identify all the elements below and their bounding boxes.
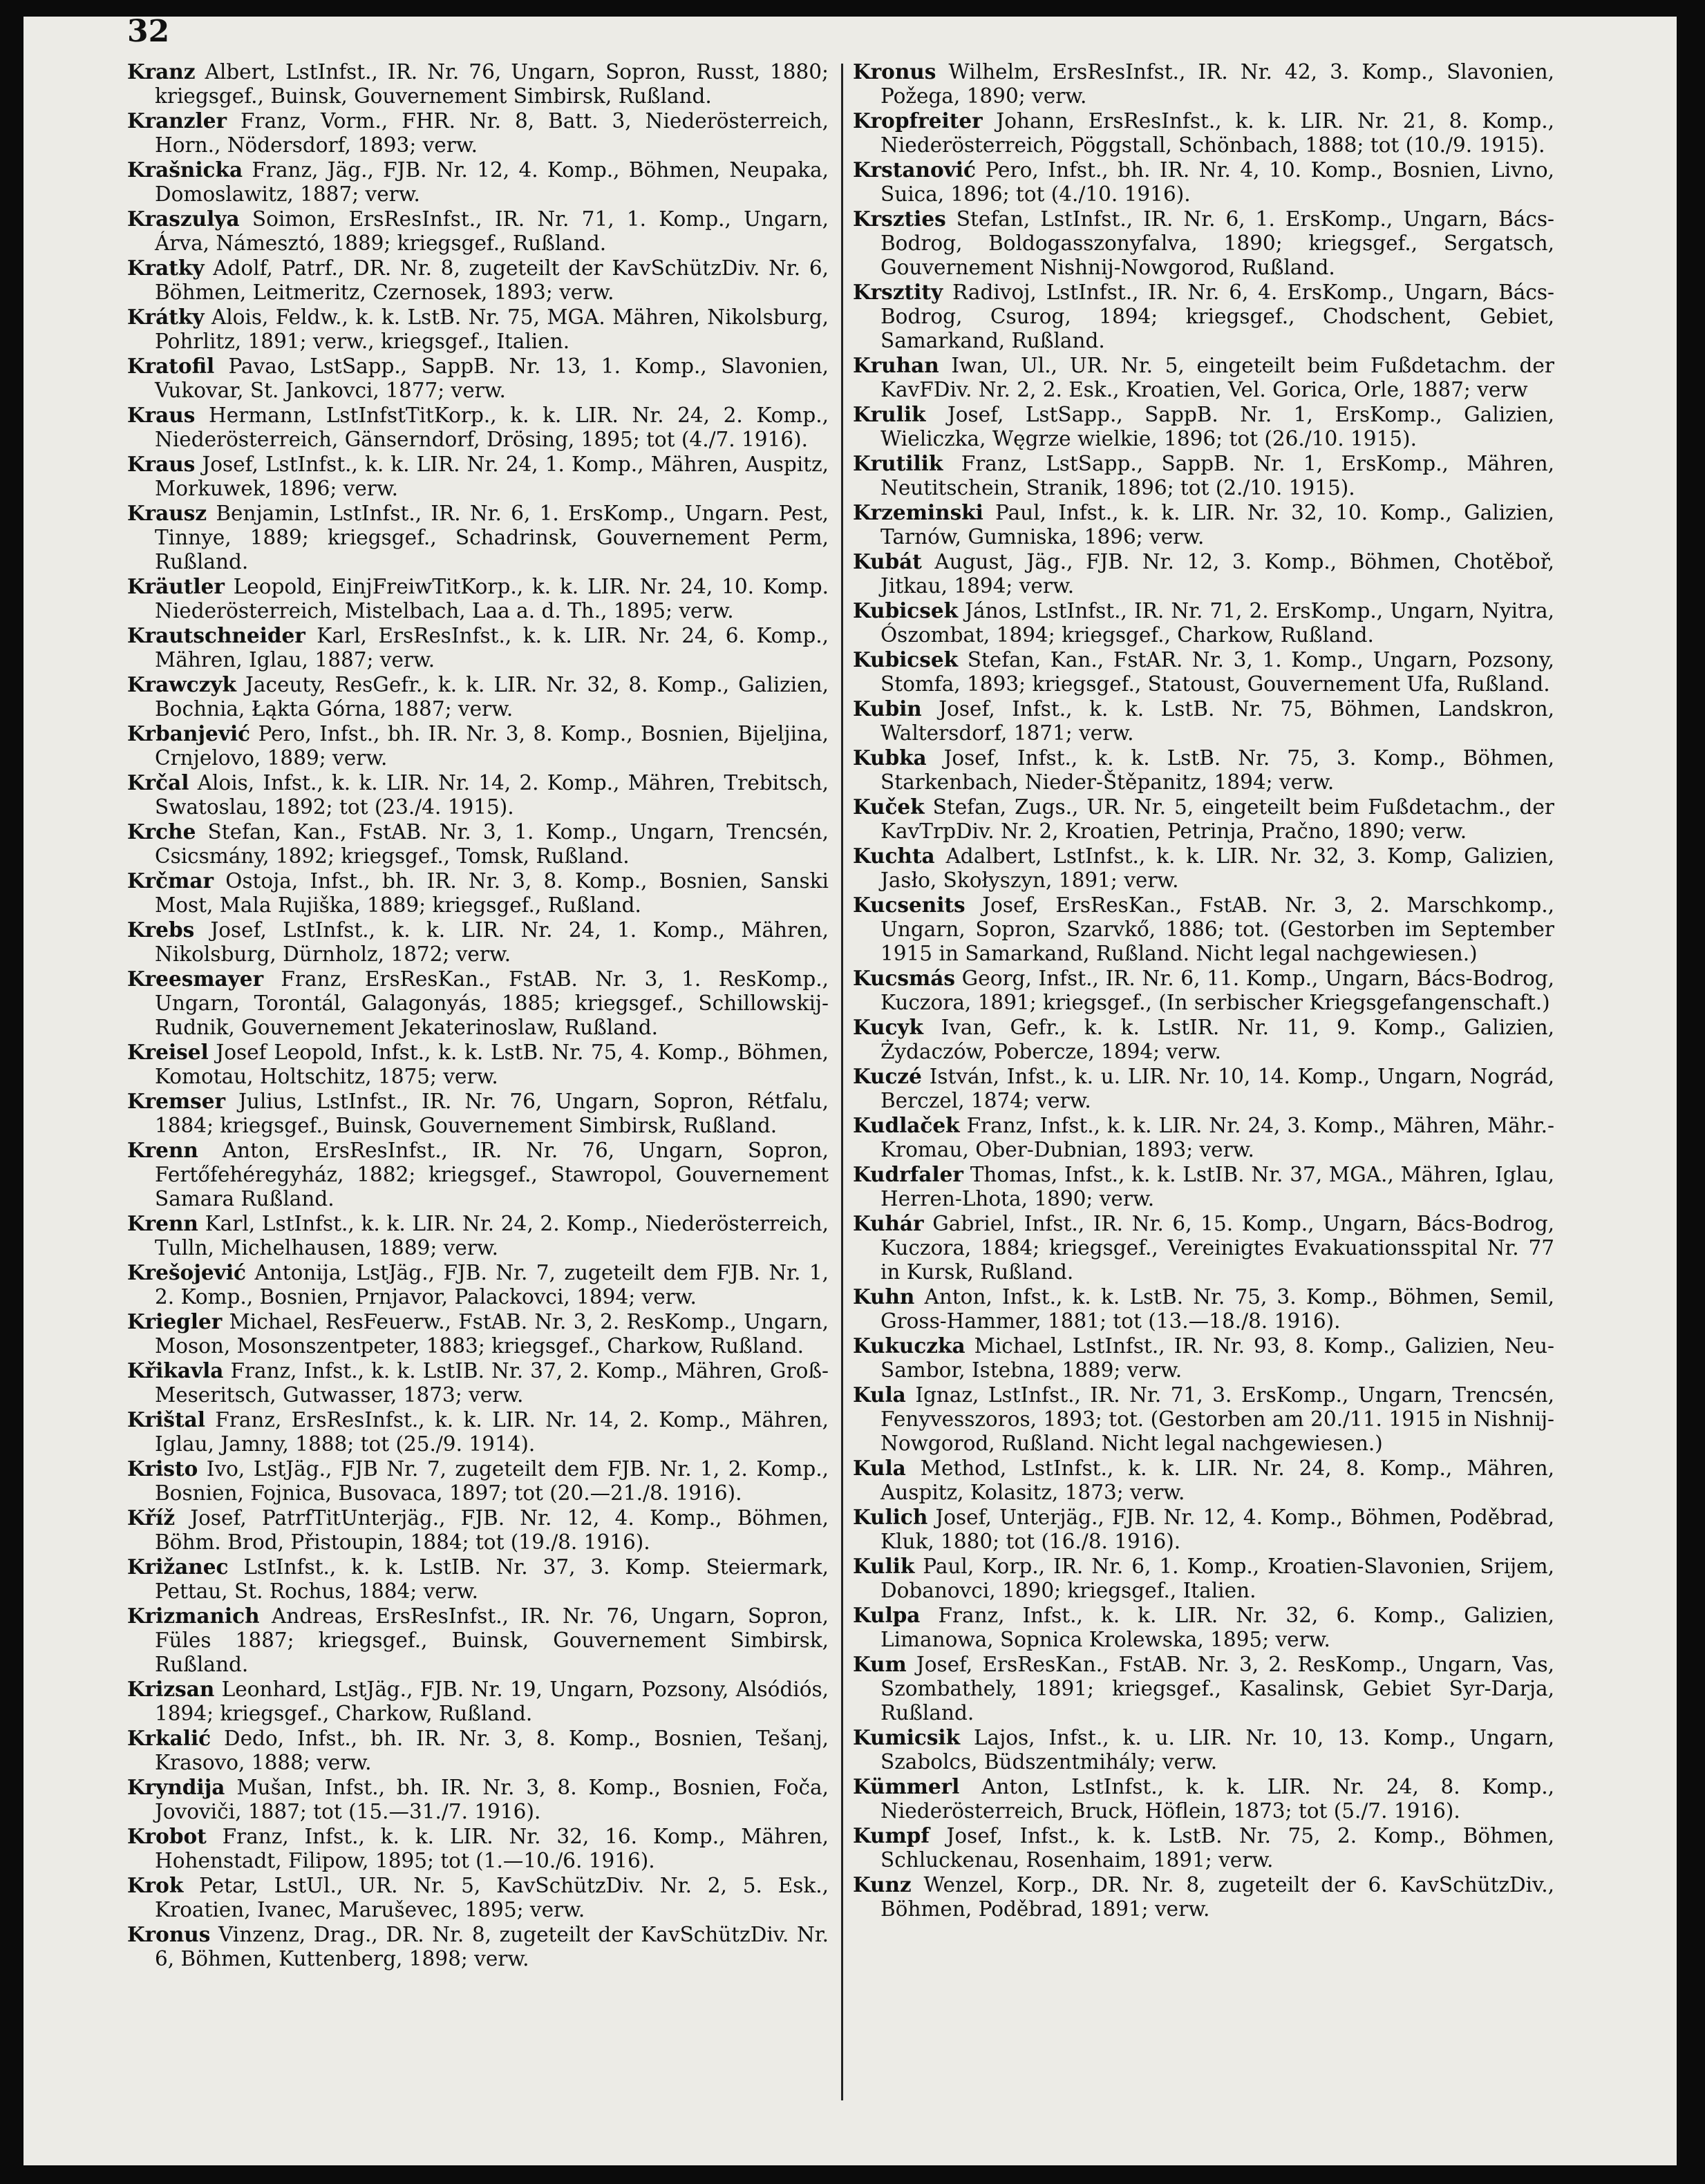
register-entry <box>853 746 1554 795</box>
entry-details: Vinzenz, Drag., DR. Nr. 8, zugeteilt der KavSchützDiv. Nr. 6, Böhmen, Kuttenberg, 1898; verw. <box>155 1923 829 1971</box>
entry-details: Adalbert, LstInfst., k. k. LIR. Nr. 32, 3. Komp, Galizien, Jasło, Skołyszyn, 1891; verw. <box>880 844 1554 892</box>
register-entry <box>127 305 829 354</box>
register-entry <box>853 795 1554 844</box>
register-entry <box>853 1383 1554 1456</box>
register-entry <box>853 598 1554 647</box>
entry-details: Alois, Infst., k. k. LIR. Nr. 14, 2. Komp., Mähren, Trebitsch, Swatoslau, 1892; tot (23./4. 1915). <box>155 771 829 819</box>
register-entry <box>853 696 1554 746</box>
register-entry <box>127 1775 829 1824</box>
entry-surname: Kunz <box>853 1872 912 1897</box>
entry-surname: Kum <box>853 1652 907 1676</box>
register-entry <box>853 1015 1554 1064</box>
entry-details: Ivan, Gefr., k. k. LstIR. Nr. 11, 9. Komp., Galizien, Żydaczów, Pobercze, 1894; verw. <box>880 1016 1554 1063</box>
entry-surname: Krenn <box>127 1138 198 1162</box>
entry-details: Josef, Infst., k. k. LstB. Nr. 75, Böhmen, Landskron, Waltersdorf, 1871; verw. <box>880 697 1554 745</box>
entry-details: Hermann, LstInfstTitKorp., k. k. LIR. Nr. 24, 2. Komp., Niederösterreich, Gänserndorf, Drösing, 1895; tot (4./7. 1916). <box>155 403 829 451</box>
register-entry <box>127 672 829 721</box>
entry-details: Pero, Infst., bh. IR. Nr. 4, 10. Komp., Bosnien, Livno, Suica, 1896; tot (4./10. 1916). <box>880 158 1554 206</box>
entry-details: Johann, ErsResInfst., k. k. LIR. Nr. 21, 8. Komp., Niederösterreich, Pöggstall, Schönbach, 1888; tot (10./9. 1915). <box>880 109 1554 157</box>
register-entry <box>127 1824 829 1873</box>
register-entry <box>853 1456 1554 1505</box>
entry-details: Dedo, Infst., bh. IR. Nr. 3, 8. Komp., Bosnien, Tešanj, Krasovo, 1888; verw. <box>155 1727 829 1774</box>
entry-surname: Kropfreiter <box>853 108 983 133</box>
entry-details: LstInfst., k. k. LstIB. Nr. 37, 3. Komp. Steiermark, Pettau, St. Rochus, 1884; verw. <box>155 1555 829 1603</box>
entry-surname: Kuhn <box>853 1284 915 1309</box>
entry-surname: Krištal <box>127 1407 205 1432</box>
entry-surname: Kümmerl <box>853 1774 960 1798</box>
entry-details: Stefan, LstInfst., IR. Nr. 6, 1. ErsKomp., Ungarn, Bács-Bodrog, Boldogasszonyfalva, 1890; kriegsgef., Sergatsch, Gouvernement Nishnij-Nowgorod, Rußland. <box>880 207 1554 279</box>
entry-surname: Kuczé <box>853 1064 922 1088</box>
entry-details: Anton, LstInfst., k. k. LIR. Nr. 24, 8. Komp., Niederösterreich, Bruck, Höflein, 1873; tot (5./7. 1916). <box>880 1775 1554 1823</box>
entry-surname: Krsztity <box>853 280 943 304</box>
entry-surname: Krebs <box>127 918 195 942</box>
entry-details: Lajos, Infst., k. u. LIR. Nr. 10, 13. Komp., Ungarn, Szabolcs, Büdszentmihály; verw. <box>880 1726 1554 1774</box>
register-entry <box>127 1089 829 1138</box>
entry-surname: Krčal <box>127 770 189 795</box>
entry-details: Mušan, Infst., bh. IR. Nr. 3, 8. Komp., Bosnien, Foča, Jovoviči, 1887; tot (15.—31./7. 1916). <box>155 1776 829 1823</box>
register-entry <box>127 868 829 918</box>
register-entry <box>853 500 1554 549</box>
register-entry <box>853 1211 1554 1284</box>
register-entry <box>127 1040 829 1089</box>
left-column <box>127 59 829 1971</box>
entry-details: Jaceuty, ResGefr., k. k. LIR. Nr. 32, 8. Komp., Galizien, Bochnia, Łąkta Górna, 1887; verw. <box>155 673 829 721</box>
entry-details: Franz, ErsResInfst., k. k. LIR. Nr. 14, 2. Komp., Mähren, Iglau, Jamny, 1888; tot (25./9. 1914). <box>155 1408 829 1456</box>
register-entry <box>127 967 829 1040</box>
entry-details: Josef, Infst., k. k. LstB. Nr. 75, 2. Komp., Böhmen, Schluckenau, Rosenhaim, 1891; verw. <box>880 1824 1554 1872</box>
register-entry <box>853 353 1554 402</box>
entry-surname: Kubka <box>853 746 927 770</box>
entry-details: Franz, Infst., k. k. LIR. Nr. 32, 6. Komp., Galizien, Limanowa, Sopnica Krolewska, 1895; verw. <box>880 1604 1554 1651</box>
register-entry <box>853 1284 1554 1333</box>
register-entry <box>853 1725 1554 1774</box>
entry-surname: Krausz <box>127 501 207 525</box>
scanned-page <box>23 17 1677 2165</box>
register-entry <box>853 966 1554 1015</box>
entry-details: Josef, Infst., k. k. LstB. Nr. 75, 3. Komp., Böhmen, Starkenbach, Nieder-Štěpanitz, 1894; verw. <box>880 746 1554 794</box>
entry-details: Gabriel, Infst., IR. Nr. 6, 15. Komp., Ungarn, Bács-Bodrog, Kuczora, 1884; kriegsgef., Vereinigtes Evakuationsspital Nr. 77 in Kursk, Rußland. <box>880 1212 1554 1284</box>
register-entry <box>853 1554 1554 1603</box>
entry-details: Josef, ErsResKan., FstAB. Nr. 3, 2. ResKomp., Ungarn, Vas, Szombathely, 1891; kriegsgef., Kasalinsk, Gebiet Syr-Darja, Rußland. <box>880 1653 1554 1725</box>
entry-surname: Křikavla <box>127 1358 224 1383</box>
register-entry <box>127 1211 829 1260</box>
entry-details: Michael, LstInfst., IR. Nr. 93, 8. Komp., Galizien, Neu-Sambor, Istebna, 1889; verw. <box>880 1334 1554 1382</box>
register-entry <box>853 1113 1554 1162</box>
entry-details: Iwan, Ul., UR. Nr. 5, eingeteilt beim Fußdetachm. der KavFDiv. Nr. 2, 2. Esk., Kroatien, Vel. Gorica, Orle, 1887; verw <box>880 354 1554 401</box>
entry-surname: Kuček <box>853 795 925 819</box>
entry-details: Karl, LstInfst., k. k. LIR. Nr. 24, 2. Komp., Niederösterreich, Tulln, Michelhausen, 1889; verw. <box>155 1212 829 1260</box>
register-entry <box>127 452 829 501</box>
entry-surname: Krbanjević <box>127 721 251 746</box>
register-entry <box>853 1823 1554 1872</box>
entry-surname: Kreesmayer <box>127 967 264 991</box>
entry-details: Ignaz, LstInfst., IR. Nr. 71, 3. ErsKomp., Ungarn, Trencsén, Fenyvesszoros, 1893; tot. (Gestorben am 20./11. 1915 in Nishnij-Nowgorod, Rußland. Nicht legal nachgewiesen.) <box>880 1383 1554 1455</box>
entry-surname: Kubicsek <box>853 647 959 672</box>
register-entry <box>127 721 829 770</box>
entry-surname: Kriegler <box>127 1309 223 1333</box>
page-number: 32 <box>127 17 170 49</box>
entry-details: Franz, Vorm., FHR. Nr. 8, Batt. 3, Niederösterreich, Horn., Nödersdorf, 1893; verw. <box>155 109 829 157</box>
register-entry <box>127 770 829 819</box>
entry-details: Julius, LstInfst., IR. Nr. 76, Ungarn, Sopron, Rétfalu, 1884; kriegsgef., Buinsk, Gouvernement Simbirsk, Rußland. <box>155 1090 829 1137</box>
entry-surname: Krčmar <box>127 868 214 893</box>
entry-surname: Kuchta <box>853 844 935 868</box>
entry-details: Wilhelm, ErsResInfst., IR. Nr. 42, 3. Komp., Slavonien, Požega, 1890; verw. <box>880 60 1554 108</box>
register-entry <box>127 1873 829 1922</box>
entry-surname: Kříž <box>127 1506 176 1530</box>
entry-details: Josef, PatrfTitUnterjäg., FJB. Nr. 12, 4. Komp., Böhmen, Böhm. Brod, Přistoupin, 1884; tot (19./8. 1916). <box>155 1506 829 1554</box>
register-entry <box>853 402 1554 451</box>
entry-surname: Krizmanich <box>127 1604 260 1628</box>
entry-surname: Krche <box>127 819 196 844</box>
register-entry <box>127 819 829 868</box>
entry-surname: Kucyk <box>853 1015 923 1039</box>
entry-details: Franz, ErsResKan., FstAB. Nr. 3, 1. ResKomp., Ungarn, Torontál, Galagonyás, 1885; kriegsgef., Schillowskij-Rudnik, Gouvernement Jekaterinoslaw, Rußland. <box>155 967 829 1039</box>
entry-surname: Kucsenits <box>853 893 965 917</box>
register-entry <box>127 1260 829 1309</box>
column-divider <box>841 64 843 2100</box>
entry-details: Josef Leopold, Infst., k. k. LstB. Nr. 75, 4. Komp., Böhmen, Komotau, Holtschitz, 1875; verw. <box>155 1041 829 1088</box>
entry-surname: Krok <box>127 1873 184 1897</box>
register-entry <box>853 549 1554 598</box>
register-entry <box>127 1138 829 1211</box>
entry-surname: Kremser <box>127 1089 226 1113</box>
entry-surname: Kreisel <box>127 1040 209 1064</box>
register-entry <box>853 647 1554 696</box>
register-entry <box>127 1407 829 1456</box>
entry-details: Radivoj, LstInfst., IR. Nr. 6, 4. ErsKomp., Ungarn, Bács-Bodrog, Csurog, 1894; kriegsgef., Chodschent, Gebiet, Samarkand, Rußland. <box>880 281 1554 352</box>
entry-surname: Križanec <box>127 1555 229 1579</box>
entry-surname: Kruhan <box>853 353 939 377</box>
entry-surname: Kraus <box>127 403 196 427</box>
register-entry <box>853 1774 1554 1823</box>
entry-details: Franz, LstSapp., SappB. Nr. 1, ErsKomp., Mähren, Neutitschein, Stranik, 1896; tot (2./10. 1915). <box>880 452 1554 500</box>
entry-details: Leonhard, LstJäg., FJB. Nr. 19, Ungarn, Pozsony, Alsódiós, 1894; kriegsgef., Charkow, Rußland. <box>155 1678 829 1725</box>
entry-surname: Krkalić <box>127 1726 211 1750</box>
register-entry <box>853 1162 1554 1211</box>
entry-surname: Kranzler <box>127 108 227 133</box>
register-entry <box>127 1456 829 1506</box>
entry-surname: Kronus <box>853 59 936 84</box>
entry-surname: Krautschneider <box>127 623 305 647</box>
entry-surname: Kraus <box>127 452 196 476</box>
entry-surname: Krzeminski <box>853 500 983 524</box>
register-entry <box>127 403 829 452</box>
entry-details: Adolf, Patrf., DR. Nr. 8, zugeteilt der KavSchützDiv. Nr. 6, Böhmen, Leitmeritz, Czernosek, 1893; verw. <box>155 256 829 304</box>
entry-surname: Krawczyk <box>127 672 236 696</box>
register-entry <box>127 623 829 672</box>
entry-surname: Krobot <box>127 1824 207 1848</box>
entry-surname: Kula <box>853 1456 906 1480</box>
entry-details: Josef, LstInfst., k. k. LIR. Nr. 24, 1. Komp., Mähren, Auspitz, Morkuwek, 1896; verw. <box>155 453 829 500</box>
entry-details: Andreas, ErsResInfst., IR. Nr. 76, Ungarn, Sopron, Füles 1887; kriegsgef., Buinsk, Gouvernement Simbirsk, Rußland. <box>155 1604 829 1676</box>
entry-surname: Krátky <box>127 305 205 329</box>
entry-details: Georg, Infst., IR. Nr. 6, 11. Komp., Ungarn, Bács-Bodrog, Kuczora, 1891; kriegsgef., (In serbischer Kriegsgefangenschaft.) <box>880 967 1554 1014</box>
register-entry <box>127 1555 829 1604</box>
entry-details: Pero, Infst., bh. IR. Nr. 3, 8. Komp., Bosnien, Bijeljina, Crnjelovo, 1889; verw. <box>155 722 829 770</box>
entry-details: August, Jäg., FJB. Nr. 12, 3. Komp., Böhmen, Chotěboř, Jitkau, 1894; verw. <box>880 550 1554 598</box>
register-entry <box>127 158 829 207</box>
entry-surname: Kubicsek <box>853 598 959 623</box>
entry-surname: Kucsmás <box>853 966 955 990</box>
entry-details: Josef, ErsResKan., FstAB. Nr. 3, 2. Marschkomp., Ungarn, Sopron, Szarvkő, 1886; tot. (Gestorben im September 1915 in Samarkand, Rußland. Nicht legal nachgewiesen.) <box>880 893 1554 965</box>
register-entry <box>127 207 829 256</box>
register-entry <box>853 1505 1554 1554</box>
register-entry <box>127 59 829 108</box>
register-entry <box>853 59 1554 108</box>
register-entry <box>853 280 1554 353</box>
entry-surname: Kratky <box>127 256 205 280</box>
register-entry <box>127 1604 829 1677</box>
entry-surname: Kuhár <box>853 1211 924 1235</box>
entry-surname: Kräutler <box>127 574 225 598</box>
entry-details: Stefan, Zugs., UR. Nr. 5, eingeteilt beim Fußdetachm., der KavTrpDiv. Nr. 2, Kroatien, Petrinja, Pračno, 1890; verw. <box>880 795 1554 843</box>
entry-surname: Kula <box>853 1383 906 1407</box>
entry-details: Josef, LstInfst., k. k. LIR. Nr. 24, 1. Komp., Mähren, Nikolsburg, Dürnholz, 1872; verw. <box>155 918 829 966</box>
entry-surname: Kulik <box>853 1554 915 1578</box>
entry-surname: Kubin <box>853 696 922 721</box>
entry-surname: Krutilik <box>853 451 943 475</box>
entry-details: Method, LstInfst., k. k. LIR. Nr. 24, 8. Komp., Mähren, Auspitz, Kolasitz, 1873; verw. <box>880 1456 1554 1504</box>
entry-details: Franz, Infst., k. k. LIR. Nr. 24, 3. Komp., Mähren, Mähr.-Kromau, Ober-Dubnian, 1893; verw. <box>880 1114 1554 1161</box>
entry-details: Anton, ErsResInfst., IR. Nr. 76, Ungarn, Sopron, Fertőfehéregyház, 1882; kriegsgef., Stawropol, Gouvernement Samara Rußland. <box>155 1139 829 1210</box>
register-entry <box>853 1333 1554 1383</box>
entry-surname: Kubát <box>853 549 922 573</box>
entry-details: Soimon, ErsResInfst., IR. Nr. 71, 1. Komp., Ungarn, Árva, Námesztó, 1889; kriegsgef., Rußland. <box>155 207 829 255</box>
register-entry <box>853 1064 1554 1113</box>
entry-details: Karl, ErsResInfst., k. k. LIR. Nr. 24, 6. Komp., Mähren, Iglau, 1887; verw. <box>155 624 829 672</box>
entry-details: Benjamin, LstInfst., IR. Nr. 6, 1. ErsKomp., Ungarn. Pest, Tinnye, 1889; kriegsgef., Schadrinsk, Gouvernement Perm, Rußland. <box>155 502 829 573</box>
entry-details: Franz, Infst., k. k. LstIB. Nr. 37, 2. Komp., Mähren, Groß-Meseritsch, Gutwasser, 1873; verw. <box>155 1359 829 1407</box>
register-entry <box>127 574 829 623</box>
entry-surname: Kumicsik <box>853 1725 961 1749</box>
entry-surname: Krizsan <box>127 1677 215 1701</box>
register-entry <box>127 1309 829 1358</box>
register-entry <box>127 1922 829 1971</box>
entry-details: Paul, Infst., k. k. LIR. Nr. 32, 10. Komp., Galizien, Tarnów, Gumniska, 1896; verw. <box>880 501 1554 549</box>
register-entry <box>853 1652 1554 1725</box>
entry-details: Paul, Korp., IR. Nr. 6, 1. Komp., Kroatien-Slavonien, Srijem, Dobanovci, 1890; kriegsgef., Italien. <box>880 1555 1554 1602</box>
entry-surname: Kristo <box>127 1456 198 1481</box>
register-entry <box>853 1603 1554 1652</box>
entry-surname: Krešojević <box>127 1260 246 1284</box>
entry-details: Stefan, Kan., FstAR. Nr. 3, 1. Komp., Ungarn, Pozsony, Stomfa, 1893; kriegsgef., Statoust, Gouvernement Ufa, Rußland. <box>880 648 1554 696</box>
entry-details: Josef, Unterjäg., FJB. Nr. 12, 4. Komp., Böhmen, Poděbrad, Kluk, 1880; tot (16./8. 1916). <box>880 1506 1554 1553</box>
register-entry <box>853 451 1554 500</box>
entry-details: Antonija, LstJäg., FJB. Nr. 7, zugeteilt dem FJB. Nr. 1, 2. Komp., Bosnien, Prnjavor, Palackovci, 1894; verw. <box>155 1261 829 1309</box>
entry-surname: Kulich <box>853 1505 928 1529</box>
entry-details: Wenzel, Korp., DR. Nr. 8, zugeteilt der 6. KavSchützDiv., Böhmen, Poděbrad, 1891; verw. <box>880 1873 1554 1921</box>
entry-surname: Kranz <box>127 59 196 84</box>
entry-details: Anton, Infst., k. k. LstB. Nr. 75, 3. Komp., Böhmen, Semil, Gross-Hammer, 1881; tot (13.—18./8. 1916). <box>880 1285 1554 1333</box>
entry-surname: Kryndija <box>127 1775 225 1799</box>
entry-details: Alois, Feldw., k. k. LstB. Nr. 75, MGA. Mähren, Nikolsburg, Pohrlitz, 1891; verw., kriegsgef., Italien. <box>155 305 829 353</box>
entry-surname: Kronus <box>127 1922 211 1946</box>
register-entry <box>127 918 829 967</box>
entry-surname: Kudrfaler <box>853 1162 963 1186</box>
register-entry <box>853 207 1554 280</box>
entry-surname: Krenn <box>127 1211 198 1235</box>
register-entry <box>127 256 829 305</box>
entry-details: István, Infst., k. u. LIR. Nr. 10, 14. Komp., Ungarn, Nográd, Berczel, 1874; verw. <box>880 1065 1554 1112</box>
entry-details: Leopold, EinjFreiwTitKorp., k. k. LIR. Nr. 24, 10. Komp. Niederösterreich, Mistelbach, Laa a. d. Th., 1895; verw. <box>155 575 829 623</box>
register-entry <box>853 108 1554 158</box>
register-entry <box>853 1872 1554 1921</box>
register-entry <box>127 1506 829 1555</box>
register-entry <box>853 158 1554 207</box>
entry-details: Albert, LstInfst., IR. Nr. 76, Ungarn, Sopron, Russt, 1880; kriegsgef., Buinsk, Gouvernement Simbirsk, Rußland. <box>155 60 829 108</box>
entry-surname: Kumpf <box>853 1823 930 1848</box>
register-entry <box>127 354 829 403</box>
entry-details: Stefan, Kan., FstAB. Nr. 3, 1. Komp., Ungarn, Trencsén, Csicsmány, 1892; kriegsgef., Tomsk, Rußland. <box>155 820 829 868</box>
entry-surname: Kulpa <box>853 1603 921 1627</box>
register-entry <box>127 108 829 158</box>
entry-details: Franz, Jäg., FJB. Nr. 12, 4. Komp., Böhmen, Neupaka, Domoslawitz, 1887; verw. <box>155 158 829 206</box>
entry-details: Pavao, LstSapp., SappB. Nr. 13, 1. Komp., Slavonien, Vukovar, St. Jankovci, 1877; verw. <box>155 354 829 402</box>
entry-details: Petar, LstUl., UR. Nr. 5, KavSchützDiv. Nr. 2, 5. Esk., Kroatien, Ivanec, Maruševec, 1895; verw. <box>155 1874 829 1921</box>
entry-surname: Krstanović <box>853 158 976 182</box>
entry-surname: Kraszulya <box>127 207 240 231</box>
register-entry <box>853 844 1554 893</box>
right-column <box>853 59 1554 1921</box>
register-entry <box>127 1726 829 1775</box>
register-entry <box>127 501 829 574</box>
register-entry <box>127 1358 829 1407</box>
register-entry <box>853 893 1554 966</box>
register-entry <box>127 1677 829 1726</box>
entry-details: Thomas, Infst., k. k. LstIB. Nr. 37, MGA., Mähren, Iglau, Herren-Lhota, 1890; verw. <box>880 1163 1554 1210</box>
entry-surname: Kukuczka <box>853 1333 965 1358</box>
entry-surname: Krulik <box>853 402 926 426</box>
entry-details: Franz, Infst., k. k. LIR. Nr. 32, 16. Komp., Mähren, Hohenstadt, Filipow, 1895; tot (1.—10./6. 1916). <box>155 1825 829 1872</box>
entry-details: Michael, ResFeuerw., FstAB. Nr. 3, 2. ResKomp., Ungarn, Moson, Mosonszentpeter, 1883; kriegsgef., Charkow, Rußland. <box>155 1310 829 1358</box>
entry-surname: Krašnicka <box>127 158 243 182</box>
entry-surname: Kratofil <box>127 354 215 378</box>
entry-details: János, LstInfst., IR. Nr. 71, 2. ErsKomp., Ungarn, Nyitra, Ószombat, 1894; kriegsgef., Charkow, Rußland. <box>880 599 1554 647</box>
entry-details: Josef, LstSapp., SappB. Nr. 1, ErsKomp., Galizien, Wieliczka, Węgrze wielkie, 1896; tot (26./10. 1915). <box>880 403 1554 450</box>
entry-details: Ostoja, Infst., bh. IR. Nr. 3, 8. Komp., Bosnien, Sanski Most, Mala Rujiška, 1889; kriegsgef., Rußland. <box>155 869 829 917</box>
entry-surname: Kudlaček <box>853 1113 960 1137</box>
entry-surname: Krszties <box>853 207 946 231</box>
entry-details: Ivo, LstJäg., FJB Nr. 7, zugeteilt dem FJB. Nr. 1, 2. Komp., Bosnien, Fojnica, Busovaca, 1897; tot (20.—21./8. 1916). <box>155 1457 829 1505</box>
